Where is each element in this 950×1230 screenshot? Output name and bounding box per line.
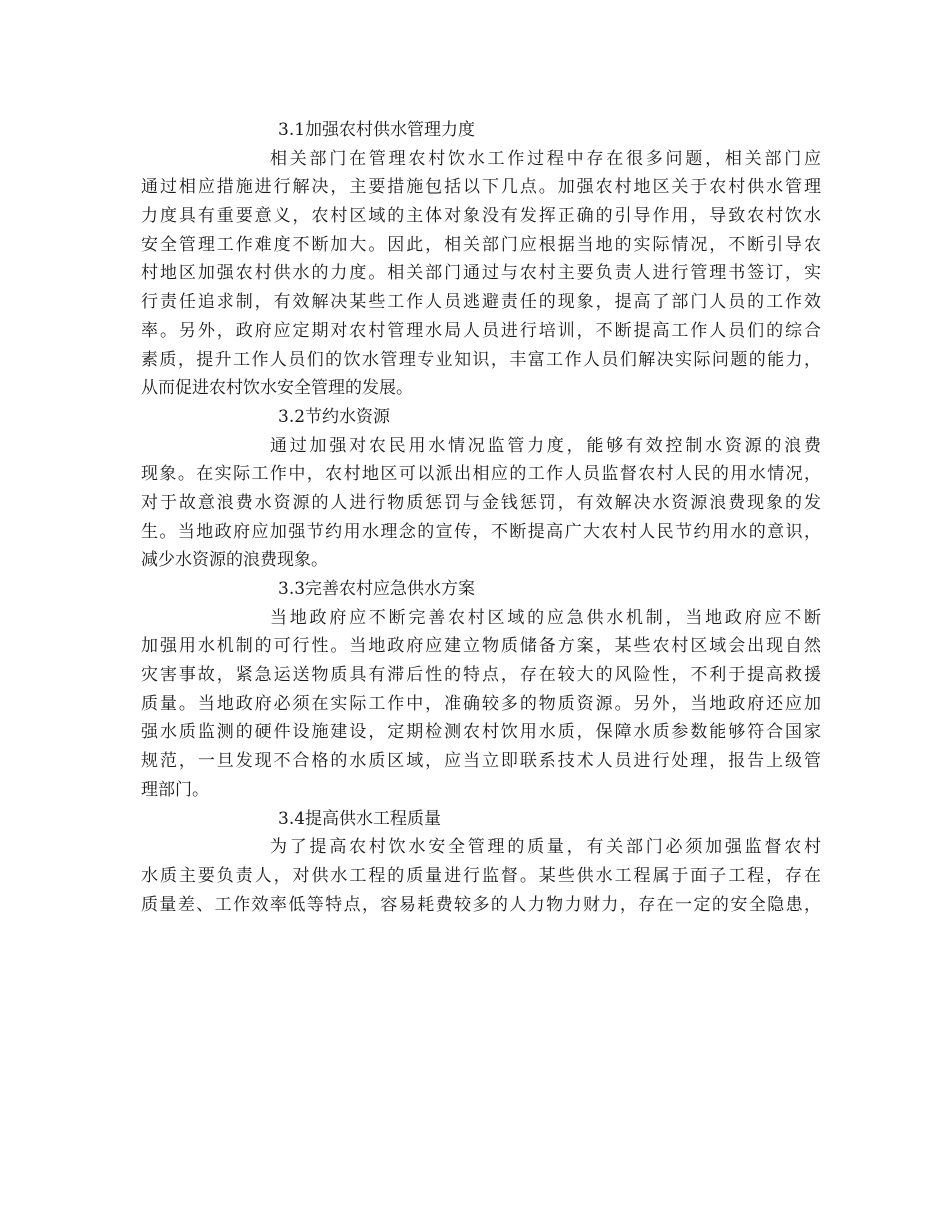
paragraph-line: 质量差、工作效率低等特点，容易耗费较多的人力物力财力，存在一定的安全隐患， — [141, 894, 821, 915]
paragraph-line: 理部门。 — [141, 779, 209, 800]
paragraph-line: 相关部门在管理农村饮水工作过程中存在很多问题，相关部门应 — [270, 148, 821, 169]
section-3-2 — [141, 403, 821, 575]
section-heading: 3.1加强农村供水管理力度 — [278, 120, 476, 140]
paragraph-line: 加强用水机制的可行性。当地政府应建立物质储备方案，某些农村区域会出现自然 — [141, 636, 821, 657]
paragraph-line: 水质主要负责人，对供水工程的质量进行监督。某些供水工程属于面子工程，存在 — [141, 865, 821, 886]
paragraph-line: 现象。在实际工作中，农村地区可以派出相应的工作人员监督农村人民的用水情况， — [141, 464, 821, 485]
paragraph-line: 村地区加强农村供水的力度。相关部门通过与农村主要负责人进行管理书签订，实 — [141, 263, 821, 284]
section-3-4 — [141, 805, 821, 920]
paragraph-line: 行责任追求制，有效解决某些工作人员逃避责任的现象，提高了部门人员的工作效 — [141, 292, 821, 313]
section-heading: 3.2节约水资源 — [278, 406, 391, 427]
paragraph-line: 生。当地政府应加强节约用水理念的宣传，不断提高广大农村人民节约用水的意识， — [141, 521, 821, 542]
paragraph-line: 灾害事故，紧急运送物质具有滞后性的特点，存在较大的风险性，不利于提高救援 — [141, 665, 821, 686]
section-3-1 — [141, 116, 821, 403]
paragraph-line: 素质，提升工作人员们的饮水管理专业知识，丰富工作人员们解决实际问题的能力， — [141, 349, 821, 370]
section-heading: 3.4提高供水工程质量 — [278, 808, 442, 829]
section-3-3 — [141, 575, 821, 805]
paragraph-line: 规范，一旦发现不合格的水质区域，应当立即联系技术人员进行处理，报告上级管 — [141, 751, 821, 772]
paragraph-line: 对于故意浪费水资源的人进行物质惩罚与金钱惩罚，有效解决水资源浪费现象的发 — [141, 492, 821, 513]
paragraph-line: 减少水资源的浪费现象。 — [141, 550, 328, 571]
document-body — [141, 116, 821, 919]
paragraph-line: 质量。当地政府必须在实际工作中，准确较多的物质资源。另外，当地政府还应加 — [141, 693, 821, 714]
paragraph-line: 从而促进农村饮水安全管理的发展。 — [141, 378, 413, 399]
paragraph-line: 当地政府应不断完善农村区域的应急供水机制，当地政府应不断 — [270, 607, 821, 628]
paragraph-line: 强水质监测的硬件设施建设，定期检测农村饮用水质，保障水质参数能够符合国家 — [141, 722, 821, 743]
paragraph-line: 为了提高农村饮水安全管理的质量，有关部门必须加强监督农村 — [270, 837, 821, 858]
paragraph-line: 率。另外，政府应定期对农村管理水局人员进行培训，不断提高工作人员们的综合 — [141, 320, 821, 341]
paragraph-line: 通过相应措施进行解决，主要措施包括以下几点。加强农村地区关于农村供水管理 — [141, 177, 821, 198]
paragraph-line: 通过加强对农民用水情况监管力度，能够有效控制水资源的浪费 — [270, 435, 821, 456]
paragraph-line: 力度具有重要意义，农村区域的主体对象没有发挥正确的引导作用，导致农村饮水 — [141, 206, 821, 227]
section-heading: 3.3完善农村应急供水方案 — [278, 579, 476, 599]
paragraph-line: 安全管理工作难度不断加大。因此，相关部门应根据当地的实际情况，不断引导农 — [141, 234, 821, 255]
